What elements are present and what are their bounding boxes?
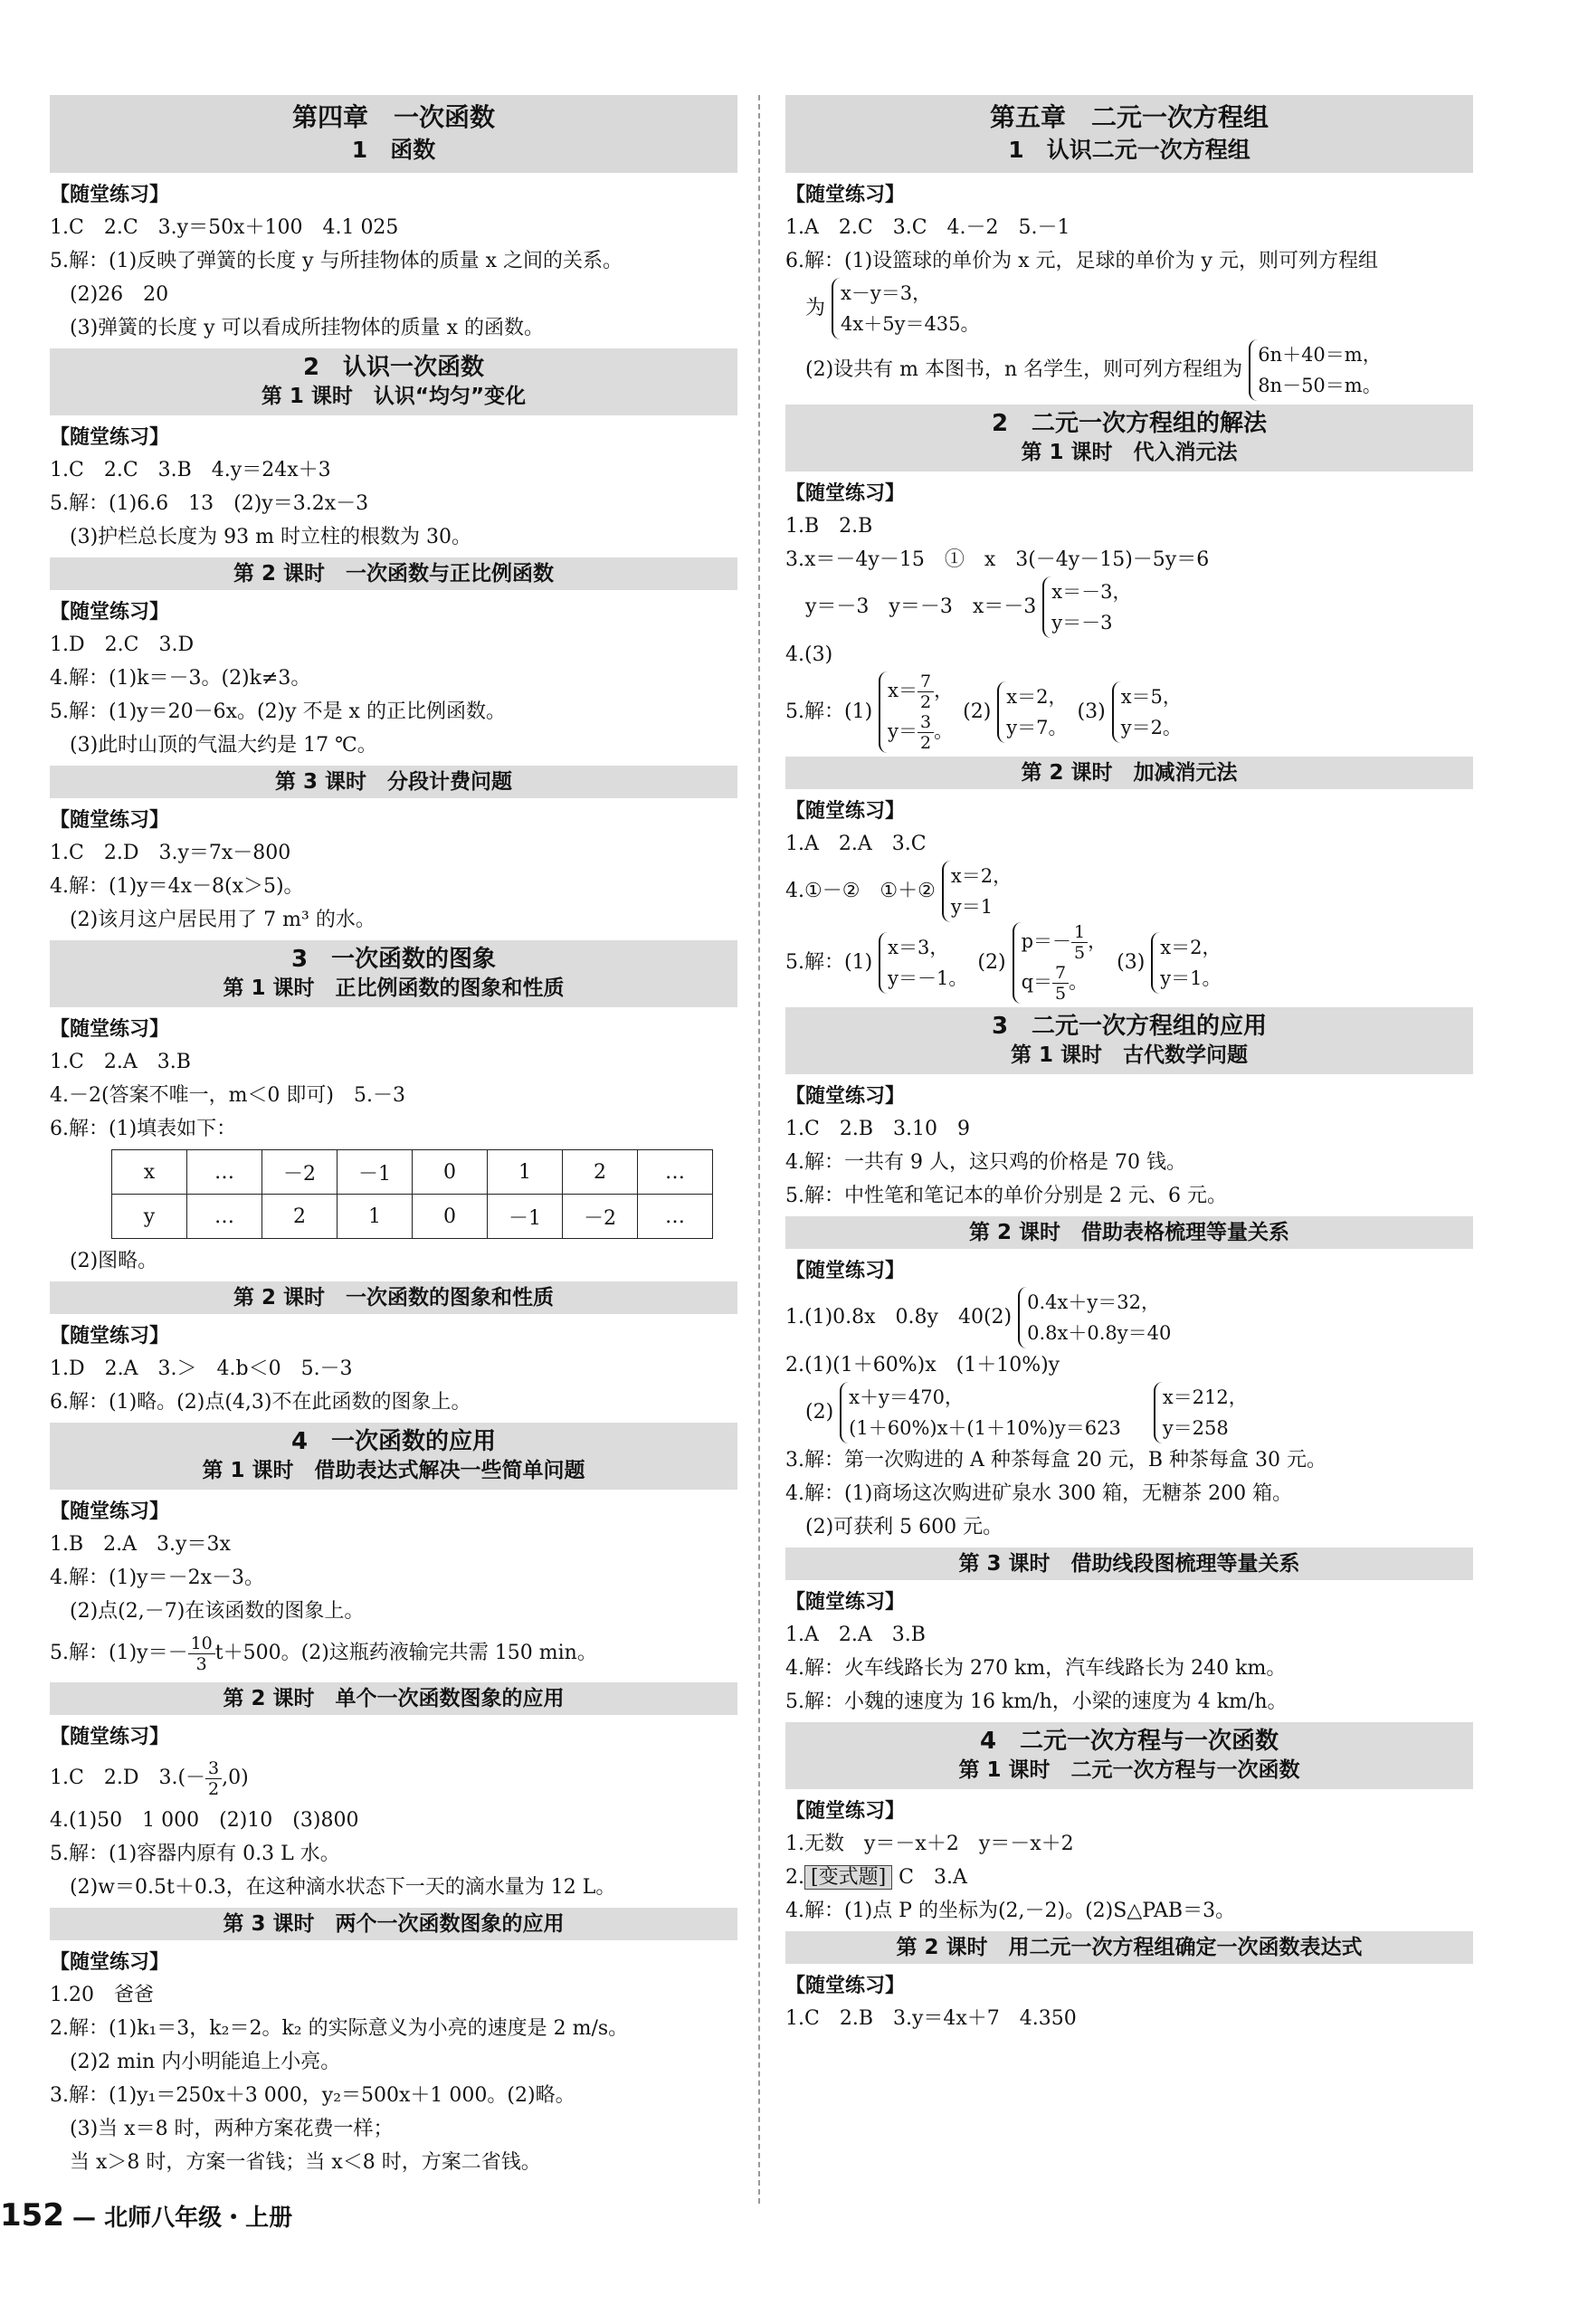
equation: x＝2， [1006,686,1068,708]
exercise-tag: 【随堂练习】 [50,1500,170,1523]
exercise-tag: 【随堂练习】 [785,1975,906,1997]
lesson-title: 第 1 课时 正比例函数的图象和性质 [223,976,565,1000]
section-header [785,1007,1473,1074]
table-cell: … [638,1150,713,1195]
equation: x－y＝3， [841,282,932,304]
answer-line: 6.解：(1)略。(2)点(4,3)不在此函数的图象上。 [50,1391,471,1414]
lesson-title: 第 1 课时 认识“均匀”变化 [261,385,527,408]
lesson-title: 第 1 课时 借助表达式解决一些简单问题 [202,1459,585,1482]
lesson-title: 第 2 课时 一次函数的图象和性质 [50,1281,737,1314]
chapter-title: 第四章 一次函数 [291,102,495,132]
table-cell: 1 [338,1195,413,1239]
equation: x＝2， [950,865,1013,887]
answer-line: (2)该月这户居民用了 7 m³ 的水。 [70,909,376,931]
fraction-numerator: 7 [918,671,934,692]
section-title: 4 一次函数的应用 [290,1428,497,1455]
text-fragment: 1.(1)0.8x 0.8y 40(2) [785,1306,1013,1329]
answer-line: 2.(1)(1＋60%)x (1＋10%)y [785,1354,1060,1376]
exercise-tag: 【随堂练习】 [50,1018,170,1041]
answer-line: (2)图略。 [70,1250,158,1272]
equation: y＝1 [950,896,994,918]
equation: 4x＋5y＝435。 [841,313,980,335]
equation-system [1249,339,1385,401]
equation-system [840,1382,1125,1443]
equation: y＝ $\frac{3}{2}$ 。 [888,712,954,753]
exercise-tag: 【随堂练习】 [50,426,170,449]
equation: y＝7。 [1006,717,1068,738]
lesson-title: 第 3 课时 两个一次函数图象的应用 [50,1908,737,1940]
section-title: 2 二元一次方程组的解法 [991,410,1268,437]
answer-line: 5.解：(1)y＝20－6x。(2)y 不是 x 的正比例函数。 [50,700,506,723]
equation: p＝－ $\frac{1}{5}$ ， [1021,922,1108,963]
lesson-title: 第 1 课时 二元一次方程与一次函数 [958,1758,1300,1782]
page-number: 152 [0,2197,64,2234]
answer-line: (2)点(2,－7)在该函数的图象上。 [70,1600,365,1623]
exercise-tag: 【随堂练习】 [785,1260,906,1282]
book-title: 北师八年级・上册 [104,2205,293,2232]
equation-system [1042,576,1135,638]
table-cell: x [112,1150,187,1195]
answer-line: 1.C 2.B 3.y＝4x＋7 4.350 [785,2007,1077,2030]
text-fragment: 5.解：(1) [785,700,873,723]
answer-line [785,1287,1473,1348]
answer-line: 4.解：(1)点 P 的坐标为(2,－2)。(2)S△PAB＝3。 [785,1900,1236,1922]
answer-line [785,278,1473,339]
answer-line: 4.解：火车线路长为 270 km，汽车线路长为 240 km。 [785,1657,1287,1680]
answer-line: (3)护栏总长度为 93 m 时立柱的根数为 30。 [70,526,471,548]
fraction-denominator: 2 [920,692,932,712]
answer-line: 2.解：(1)k₁＝3，k₂＝2。k₂ 的实际意义为小亮的速度是 2 m/s。 [50,2017,629,2040]
equation: 0.8x＋0.8y＝40 [1027,1322,1172,1344]
equation: x＝3， [888,937,949,958]
answer-line: 4.(1)50 1 000 (2)10 (3)800 [50,1809,359,1832]
answer-line: 当 x＞8 时，方案一省钱；当 x＜8 时，方案二省钱。 [70,2151,541,2174]
chapter-header [50,95,737,173]
equation: x＝2， [1160,937,1222,958]
table-cell: … [187,1150,262,1195]
equation: x＝5， [1120,686,1182,708]
fraction-denominator: 2 [920,733,932,753]
text-fragment: (2) [977,951,1006,974]
fraction [188,1633,215,1674]
equation: q＝ $\frac{7}{5}$ 。 [1021,963,1089,1004]
answer-line: 5.解：小魏的速度为 16 km/h，小梁的速度为 4 km/h。 [785,1691,1288,1713]
footer-dash: — [72,2205,97,2232]
answer-line: 4.－2(答案不唯一，m＜0 即可) 5.－3 [50,1084,405,1107]
lesson-title: 第 1 课时 古代数学问题 [1010,1043,1249,1067]
answer-line: 4.(3) [785,643,833,666]
section-title: 4 二元一次方程与一次函数 [979,1728,1279,1755]
answer-line: 1.20 爸爸 [50,1984,154,2006]
section-title: 1 函数 [351,137,436,163]
text-fragment: 5.解：(1)y＝－ [50,1642,188,1664]
answer-line [785,1382,1473,1443]
table-cell: －1 [488,1195,563,1239]
lesson-title: 第 2 课时 单个一次函数图象的应用 [50,1682,737,1715]
exercise-tag: 【随堂练习】 [50,1325,170,1348]
lesson-title: 第 2 课时 加减消元法 [785,757,1473,789]
text-fragment: (3) [1117,951,1146,974]
answer-line: 4.解：(1)商场这次购进矿泉水 300 箱，无糖茶 200 箱。 [785,1482,1293,1505]
answer-line [50,1753,737,1804]
section-title: 3 一次函数的图象 [290,946,497,973]
exercise-tag: 【随堂练习】 [50,601,170,624]
table-cell: … [187,1195,262,1239]
answer-line: 3.解：第一次购进的 A 种茶每盒 20 元，B 种茶每盒 30 元。 [785,1449,1327,1472]
value-table [111,1149,713,1239]
right-column [785,95,1473,2035]
table-cell: 0 [413,1195,488,1239]
text-fragment: (2)设共有 m 本图书，n 名学生，则可列方程组为 [805,358,1243,381]
answer-line: 4.解：(1)y＝4x－8(x＞5)。 [50,875,304,898]
table-row [112,1150,713,1195]
fraction-numerator: 10 [188,1633,215,1654]
equation: (1＋60%)x＋(1＋10%)y＝623 [849,1417,1121,1439]
table-cell: 0 [413,1150,488,1195]
section-header [50,348,737,415]
fraction-numerator: 3 [918,712,934,733]
answer-line: 4.解：(1)y＝－2x－3。 [50,1567,264,1589]
exercise-tag: 【随堂练习】 [50,184,170,206]
answer-line: 1.B 2.B [785,515,873,538]
equation-system [1112,681,1185,743]
text-fragment: (2) [963,700,992,723]
answer-line: (2)2 min 内小明能追上小亮。 [70,2051,341,2073]
equation-system [832,278,984,339]
text-fragment: p＝－ [1021,930,1072,952]
answer-line: 1.A 2.C 3.C 4.－2 5.－1 [785,216,1070,239]
lesson-title: 第 2 课时 一次函数与正比例函数 [50,557,737,590]
lesson-title: 第 2 课时 用二元一次方程组确定一次函数表达式 [785,1931,1473,1964]
exercise-tag: 【随堂练习】 [50,1951,170,1974]
text-fragment: t＋500。(2)这瓶药液输完共需 150 min。 [214,1642,597,1664]
answer-line [785,922,1473,1004]
answer-line: (3)当 x＝8 时，两种方案花费一样； [70,2118,394,2140]
fraction [1071,922,1088,963]
equation: x＝ $\frac{7}{2}$ ， [888,671,954,712]
text-fragment: (2) [805,1401,834,1424]
exercise-tag: 【随堂练习】 [50,809,170,832]
equation-system [879,671,956,753]
equation: 6n＋40＝m， [1258,344,1382,366]
text-fragment: q＝ [1021,971,1053,993]
answer-line: 5.解：中性笔和笔记本的单价分别是 2 元、6 元。 [785,1185,1227,1207]
equation: y＝258 [1162,1417,1229,1439]
equation-system [1154,1382,1251,1443]
exercise-tag: 【随堂练习】 [785,1085,906,1108]
answer-line: 3.解：(1)y₁＝250x＋3 000，y₂＝500x＋1 000。(2)略。 [50,2084,575,2107]
answer-line: 1.A 2.A 3.B [785,1624,926,1646]
text-fragment: y＝－3 y＝－3 x＝－3 [805,595,1037,618]
exercise-tag: 【随堂练习】 [785,1591,906,1614]
answer-line [785,671,1473,753]
exercise-tag: 【随堂练习】 [785,1800,906,1823]
answer-line: 4.解：一共有 9 人，这只鸡的价格是 70 钱。 [785,1151,1186,1174]
fraction-denominator: 2 [208,1778,220,1799]
answer-line: 3.x＝－4y－15 ① x 3(－4y－15)－5y＝6 [785,548,1210,571]
section-header [50,940,737,1007]
fraction-numerator: 7 [1052,963,1069,984]
answer-line [785,861,1473,922]
answer-line: 1.C 2.D 3.y＝7x－800 [50,842,291,864]
text-fragment: 2. [785,1866,804,1889]
section-title: 1 认识二元一次方程组 [1008,137,1250,163]
lesson-title: 第 3 课时 借助线段图梳理等量关系 [785,1548,1473,1580]
answer-line: 1.C 2.C 3.B 4.y＝24x＋3 [50,459,331,481]
fraction-denominator: 3 [195,1653,207,1674]
table-cell: －2 [563,1195,638,1239]
equation: 0.4x＋y＝32， [1027,1291,1160,1313]
fraction-denominator: 5 [1055,984,1067,1004]
equation: x＝212， [1162,1386,1248,1408]
equation: x＝－3， [1051,581,1132,603]
answer-line: 5.解：(1)6.6 13 (2)y＝3.2x－3 [50,492,369,515]
exercise-tag: 【随堂练习】 [785,800,906,823]
equation: y＝2。 [1120,717,1182,738]
lesson-title: 第 1 课时 代入消元法 [1021,441,1238,464]
column-divider [758,95,760,2204]
lesson-title: 第 2 课时 借助表格梳理等量关系 [785,1216,1473,1249]
answer-line: 4.解：(1)k＝－3。(2)k≠3。 [50,667,311,690]
text-fragment: ,0) [222,1767,249,1789]
text-fragment: (3) [1077,700,1106,723]
fraction-denominator: 5 [1074,943,1086,963]
chapter-header [785,95,1473,173]
answer-line: (3)此时山顶的气温大约是 17 ℃。 [70,734,377,757]
text-fragment: 为 [805,297,826,319]
exercise-tag: 【随堂练习】 [50,1726,170,1748]
table-cell: －2 [262,1150,338,1195]
text-fragment: C 3.A [892,1866,967,1889]
answer-line: 6.解：(1)填表如下： [50,1118,237,1140]
section-header [785,405,1473,471]
equation-system [942,861,1015,922]
answer-line: 1.C 2.A 3.B [50,1051,191,1073]
equation-system [997,681,1070,743]
answer-line [785,576,1473,638]
table-cell: －1 [338,1150,413,1195]
chapter-title: 第五章 二元一次方程组 [989,102,1269,132]
equation-system [879,932,971,994]
equation: x＋y＝470， [849,1386,964,1408]
answer-line: 1.A 2.A 3.C [785,833,927,855]
table-cell: y [112,1195,187,1239]
table-cell: 2 [262,1195,338,1239]
answer-line: 5.解：(1)容器内原有 0.3 L 水。 [50,1843,340,1865]
answer-line [785,339,1473,401]
answer-line [785,1861,1473,1894]
table-cell: 2 [563,1150,638,1195]
text-fragment: 1.C 2.D 3.(－ [50,1767,206,1789]
answer-line: 1.D 2.A 3.＞ 4.b＜0 5.－3 [50,1357,353,1380]
left-column [50,95,737,2179]
equation: y＝1。 [1160,967,1222,989]
variant-question-badge: [变式题] [804,1865,892,1890]
answer-line: 5.解：(1)反映了弹簧的长度 y 与所挂物体的质量 x 之间的关系。 [50,250,623,272]
fraction [918,671,934,712]
answer-line: (2)可获利 5 600 元。 [805,1516,1003,1538]
equation: y＝－1。 [888,967,968,989]
section-title: 2 认识一次函数 [302,354,485,381]
equation-system [1151,932,1224,994]
exercise-tag: 【随堂练习】 [785,482,906,505]
answer-line: (2)w＝0.5t＋0.3，在这种滴水状态下一天的滴水量为 12 L。 [70,1876,616,1899]
answer-line: 1.无数 y＝－x＋2 y＝－x＋2 [785,1833,1074,1855]
answer-line: 1.B 2.A 3.y＝3x [50,1533,231,1556]
table-cell: 1 [488,1150,563,1195]
answer-line: (3)弹簧的长度 y 可以看成所挂物体的质量 x 的函数。 [70,317,544,339]
answer-line: 6.解：(1)设篮球的单价为 x 元，足球的单价为 y 元，则可列方程组 [785,250,1378,272]
equation-system [1018,1287,1174,1348]
fraction-numerator: 3 [205,1758,222,1779]
equation: y＝－3 [1051,612,1113,633]
table-cell: … [638,1195,713,1239]
fraction [1052,963,1069,1004]
answer-line: (2)26 20 [70,283,169,306]
answer-line: 1.C 2.C 3.y＝50x＋100 4.1 025 [50,216,399,239]
text-fragment: 4.①－② ①＋② [785,880,936,902]
exercise-tag: 【随堂练习】 [785,184,906,206]
section-header [785,1722,1473,1789]
fraction [205,1758,222,1799]
text-fragment: y＝ [888,720,918,742]
fraction-numerator: 1 [1071,922,1088,943]
answer-line: 1.C 2.B 3.10 9 [785,1118,970,1140]
text-fragment: x＝ [888,680,918,701]
fraction [918,712,934,753]
answer-line: 1.D 2.C 3.D [50,633,195,656]
section-title: 3 二元一次方程组的应用 [991,1013,1268,1040]
page-footer [0,2197,292,2234]
text-fragment: 5.解：(1) [785,951,873,974]
equation: 8n－50＝m。 [1258,375,1382,396]
answer-line [50,1628,737,1679]
section-header [50,1423,737,1490]
table-row [112,1195,713,1239]
equation-system [1013,922,1111,1004]
lesson-title: 第 3 课时 分段计费问题 [50,766,737,798]
